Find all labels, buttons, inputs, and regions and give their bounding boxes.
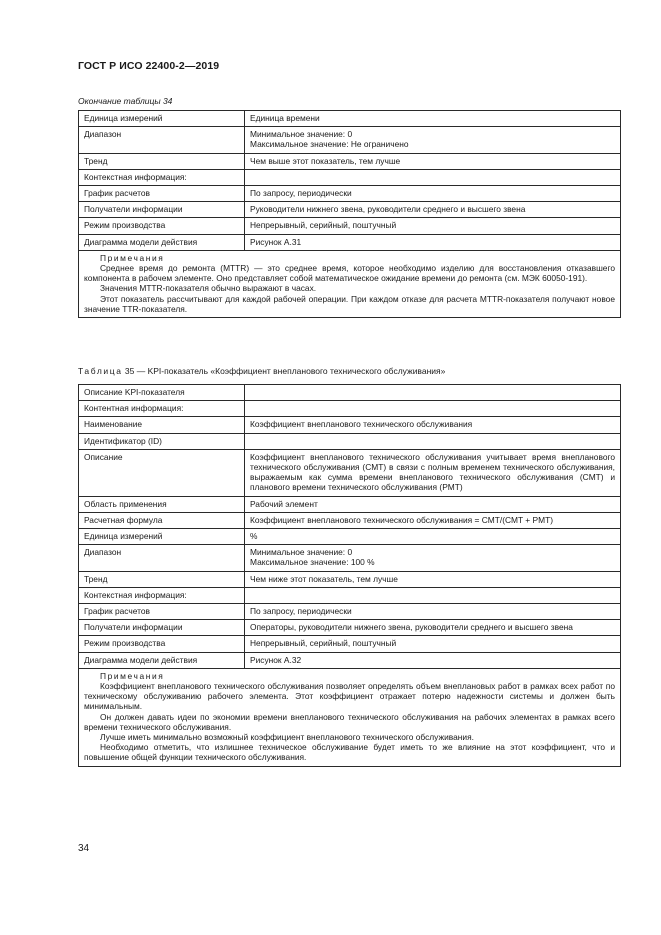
table-note — [79, 250, 621, 317]
row-value: Коэффициент внепланового технического обслуживания = CMT/(CMT + PMT) — [245, 512, 621, 528]
row-value — [245, 385, 621, 401]
range-max: Максимальное значение: 100 % — [250, 557, 375, 568]
table-row — [79, 449, 621, 496]
table-row — [79, 636, 621, 652]
note-paragraph: Необходимо отметить, что излишнее техническое обслуживание будет иметь то же влияние на этот коэффициент, что и повышение общей функции технического обслуживания. — [84, 742, 615, 763]
row-value: Непрерывный, серийный, поштучный — [245, 636, 621, 652]
row-label: Единица измерений — [79, 111, 245, 127]
table-row — [79, 587, 621, 603]
table-row — [79, 571, 621, 587]
row-value: Коэффициент внепланового технического обслуживания учитывает время внепланового технического обслуживания (CMT) в связи с полным временем технического обслуживания, выражаемым как сумма времени внепланового технического обслуживания (CMT) и планового времени технического обслуживания (PMT) — [245, 449, 621, 496]
table-row — [79, 620, 621, 636]
table-caption-prefix: Таблица — [78, 366, 123, 376]
row-value: По запросу, периодически — [245, 186, 621, 202]
table-34 — [78, 110, 621, 318]
row-value: Чем ниже этот показатель, тем лучше — [245, 571, 621, 587]
row-value: Единица времени — [245, 111, 621, 127]
note-title: Примечания — [100, 670, 165, 681]
row-label: Область применения — [79, 496, 245, 512]
row-value — [245, 169, 621, 185]
row-label: Получатели информации — [79, 202, 245, 218]
row-value — [245, 545, 621, 571]
row-value: Рисунок А.31 — [245, 234, 621, 250]
row-label: Расчетная формула — [79, 512, 245, 528]
range-min: Минимальное значение: 0 — [250, 129, 353, 140]
row-label: Диаграмма модели действия — [79, 652, 245, 668]
row-value: % — [245, 529, 621, 545]
row-label: Диапазон — [79, 127, 245, 153]
row-label: Контекстная информация: — [79, 587, 245, 603]
note-paragraph: Этот показатель рассчитывают для каждой рабочей операции. При каждом отказе для расчета MTTR-показателя получают новое значение TTR-показателя. — [84, 293, 615, 314]
row-value: Руководители нижнего звена, руководители среднего и высшего звена — [245, 202, 621, 218]
note-paragraph: Значения MTTR-показателя обычно выражают в часах. — [100, 283, 317, 294]
table-row — [79, 385, 621, 401]
table-row — [79, 433, 621, 449]
table-row — [79, 111, 621, 127]
note-paragraph: Коэффициент внепланового технического обслуживания позволяет определять объем внеплановых работ в рамках всех работ по техническому обслуживанию рабочего элемента. Этот коэффициент отражает потерю надежности системы и должен быть минимальным. — [84, 681, 615, 712]
table-note-row — [79, 668, 621, 766]
row-label: Контекстная информация: — [79, 169, 245, 185]
table-row — [79, 202, 621, 218]
row-label: Режим производства — [79, 218, 245, 234]
row-value: Рабочий элемент — [245, 496, 621, 512]
table-35 — [78, 384, 621, 767]
note-paragraph: Среднее время до ремонта (MTTR) — это среднее время, которое необходимо изделию для восстановления отказавшего компонента в рабочем элементе. Оно представляет собой математическое ожидание времени до ремонта (см. МЭК 60050-191). — [84, 263, 615, 284]
row-value — [245, 433, 621, 449]
table-row — [79, 401, 621, 417]
table-note — [79, 668, 621, 766]
table-row — [79, 169, 621, 185]
table-caption-text: 35 — KPI-показатель «Коэффициент внепланового технического обслуживания» — [122, 366, 446, 376]
row-label: Диапазон — [79, 545, 245, 571]
note-paragraph: Лучше иметь минимально возможный коэффициент внепланового технического обслуживания. — [100, 732, 474, 743]
row-value: Рисунок А.32 — [245, 652, 621, 668]
table34-continuation-caption: Окончание таблицы 34 — [78, 96, 173, 106]
row-label: Описание — [79, 449, 245, 496]
row-label: Тренд — [79, 571, 245, 587]
row-label: Единица измерений — [79, 529, 245, 545]
table-row — [79, 604, 621, 620]
row-value: Операторы, руководители нижнего звена, руководители среднего и высшего звена — [245, 620, 621, 636]
table-row — [79, 496, 621, 512]
row-label: Контентная информация: — [79, 401, 245, 417]
row-label: График расчетов — [79, 604, 245, 620]
row-label: Диаграмма модели действия — [79, 234, 245, 250]
row-value — [245, 587, 621, 603]
row-value: Непрерывный, серийный, поштучный — [245, 218, 621, 234]
table-row — [79, 652, 621, 668]
note-paragraph: Он должен давать идеи по экономии времени внепланового технического обслуживания на рабочих элементах в рамках всего времени технического обслуживания. — [84, 711, 615, 732]
table-row — [79, 417, 621, 433]
row-label: График расчетов — [79, 186, 245, 202]
row-label: Режим производства — [79, 636, 245, 652]
table-row — [79, 127, 621, 153]
table-row — [79, 234, 621, 250]
document-title: ГОСТ Р ИСО 22400-2—2019 — [78, 60, 220, 72]
row-value: Коэффициент внепланового технического обслуживания — [245, 417, 621, 433]
table-row — [79, 153, 621, 169]
row-label: Идентификатор (ID) — [79, 433, 245, 449]
table-row — [79, 529, 621, 545]
row-label: Тренд — [79, 153, 245, 169]
note-title: Примечания — [100, 252, 165, 263]
table-note-row — [79, 250, 621, 317]
row-label: Получатели информации — [79, 620, 245, 636]
range-max: Максимальное значение: Не ограничено — [250, 139, 409, 150]
row-value: Чем выше этот показатель, тем лучше — [245, 153, 621, 169]
range-min: Минимальное значение: 0 — [250, 547, 353, 558]
page-number: 34 — [78, 843, 90, 854]
table35-caption — [78, 366, 445, 376]
row-value — [245, 401, 621, 417]
table-row — [79, 545, 621, 571]
row-label: Наименование — [79, 417, 245, 433]
table-row — [79, 512, 621, 528]
table-row — [79, 218, 621, 234]
row-label: Описание KPI-показателя — [79, 385, 245, 401]
row-value: По запросу, периодически — [245, 604, 621, 620]
table-row — [79, 186, 621, 202]
row-value — [245, 127, 621, 153]
